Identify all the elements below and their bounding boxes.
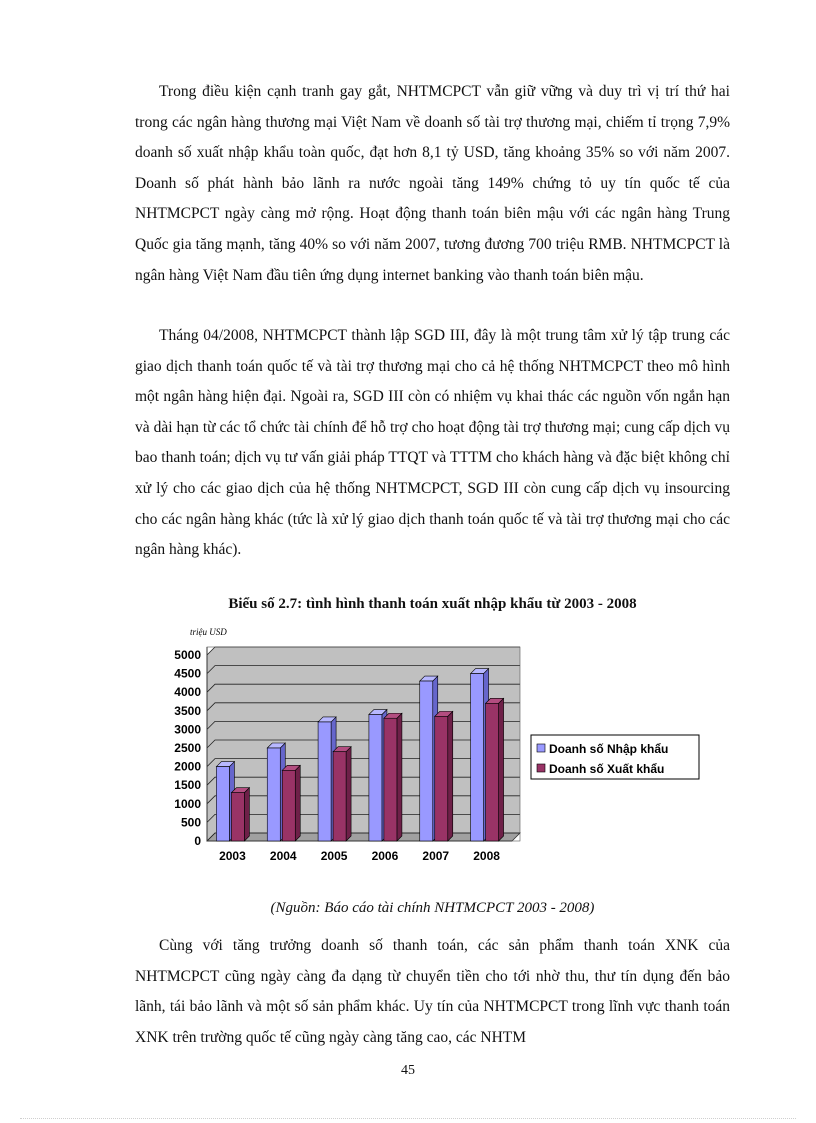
x-tick-label: 2004 xyxy=(269,849,297,863)
bar-export-2006 xyxy=(384,718,397,841)
bar-import-2003 xyxy=(216,767,229,841)
x-tick-label: 2005 xyxy=(320,849,348,863)
bar-export-2004 xyxy=(282,770,295,841)
y-tick-label: 1500 xyxy=(174,778,201,793)
legend-label: Doanh số Xuất khẩu xyxy=(549,762,665,776)
y-tick-label: 4000 xyxy=(174,685,201,700)
y-tick-label: 0 xyxy=(194,834,201,848)
bar-import-2005 xyxy=(318,722,331,841)
bar-import-2006 xyxy=(369,715,382,841)
bar-side xyxy=(397,713,402,841)
y-tick-label: 2000 xyxy=(174,759,201,774)
legend-label: Doanh số Nhập khẩu xyxy=(549,742,669,756)
bar-side xyxy=(244,788,249,841)
y-tick-label: 5000 xyxy=(174,648,201,662)
source-note: (Nguồn: Báo cáo tài chính NHTMCPCT 2003 - 2008) xyxy=(270,900,595,916)
bar-side xyxy=(295,765,300,841)
x-tick-label: 2006 xyxy=(371,849,399,863)
bar-side xyxy=(346,747,351,841)
paragraph-3 xyxy=(135,931,730,1053)
bar-export-2007 xyxy=(435,716,448,841)
bar-export-2008 xyxy=(486,703,499,841)
legend-swatch xyxy=(537,744,545,752)
x-tick-label: 2007 xyxy=(422,849,450,863)
legend-swatch xyxy=(537,764,545,772)
y-tick-label: 3000 xyxy=(174,722,201,737)
bar-side xyxy=(448,711,453,841)
paragraph-3-text: Cùng với tăng trưởng doanh số thanh toán, các sản phẩm thanh toán XNK của NHTMCPCT cũng ngày càng đa dạng từ chuyển tiền cho tới nhờ thu, thư tín dụng đến bảo lãnh, tái bảo lãnh và một số sản phẩm khác. Uy tín của NHTMCPCT trong lĩnh vực thanh toán XNK trên trường quốc tế cũng ngày càng tăng cao, các NHTM xyxy=(135,937,730,1046)
x-tick-label: 2003 xyxy=(219,849,246,863)
y-axis-title: triệu USD xyxy=(190,627,227,637)
page-number: 45 xyxy=(401,1063,415,1078)
footer-divider xyxy=(20,1118,796,1119)
x-tick-label: 2008 xyxy=(473,849,500,863)
y-tick-label: 2500 xyxy=(174,741,201,755)
plot-area xyxy=(207,655,512,841)
y-tick-label: 500 xyxy=(180,815,201,830)
y-tick-label: 4500 xyxy=(174,666,201,681)
paragraph-2-text: Tháng 04/2008, NHTMCPCT thành lập SGD III, đây là một trung tâm xử lý tập trung các giao dịch thanh toán quốc tế và tài trợ thương mại cho cả hệ thống NHTMCPCT theo mô hình một ngân hàng hiện đại. Ngoài ra, SGD III còn có nhiệm vụ khai thác các nguồn vốn ngắn hạn và dài hạn từ các tổ chức tài chính để hỗ trợ cho hoạt động tài trợ thương mại; cung cấp dịch vụ bao thanh toán; dịch vụ tư vấn giải pháp TTQT và TTTM cho khách hàng và đặc biệt không chỉ xử lý cho các giao dịch của hệ thống NHTMCPCT, SGD III còn cung cấp dịch vụ insourcing cho các ngân hàng khác (tức là xử lý giao dịch thanh toán quốc tế và tài trợ thương mại cho các ngân hàng khác). xyxy=(135,327,730,559)
y-tick-label: 3500 xyxy=(174,703,201,718)
bar-export-2005 xyxy=(333,752,346,841)
bar-side xyxy=(499,698,504,841)
bar-export-2003 xyxy=(231,793,244,841)
chart-caption: Biểu số 2.7: tình hình thanh toán xuất nhập khẩu từ 2003 - 2008 xyxy=(228,596,637,612)
y-tick-label: 1000 xyxy=(174,796,201,811)
bar-import-2004 xyxy=(267,748,280,841)
bar-import-2008 xyxy=(471,674,484,841)
paragraph-1-text: Trong điều kiện cạnh tranh gay gắt, NHTMCPCT vẫn giữ vững và duy trì vị trí thứ hai trong các ngân hàng thương mại Việt Nam về doanh số tài trợ thương mại, chiếm tỉ trọng 7,9% doanh số xuất nhập khẩu toàn quốc, đạt hơn 8,1 tỷ USD, tăng khoảng 35% so với năm 2007. Doanh số phát hành bảo lãnh ra nước ngoài tăng 149% chứng tỏ uy tín quốc tế của NHTMCPCT ngày càng mở rộng. Hoạt động thanh toán biên mậu với các ngân hàng Trung Quốc gia tăng mạnh, tăng 40% so với năm 2007, tương đương 700 triệu RMB. NHTMCPCT là ngân hàng Việt Nam đầu tiên ứng dụng internet banking vào thanh toán biên mậu. xyxy=(135,83,730,284)
bar-import-2007 xyxy=(420,681,433,841)
